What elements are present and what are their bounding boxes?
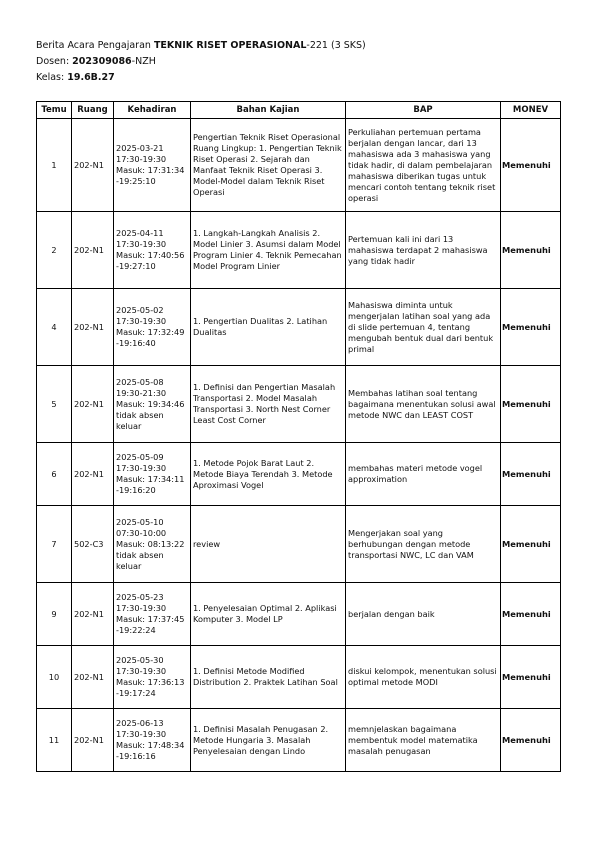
cell-ruang: [72, 583, 114, 646]
cell-kehadiran: [114, 443, 191, 506]
cell-bap: [346, 443, 501, 506]
course-name: TEKNIK RISET OPERASIONAL: [153, 40, 307, 51]
cell-bahan-kajian: [191, 212, 346, 289]
dosen-line: [36, 56, 156, 68]
cell-temu: [37, 212, 72, 289]
cell-bap-text: diskui kelompok, menentukan solusi optimal metode MODI: [348, 666, 497, 687]
cell-bap-text: Membahas latihan soal tentang bagaimana menentukan solusi awal metode NWC dan LEAST COST: [348, 387, 496, 420]
cell-temu-text: 9: [51, 608, 57, 619]
cell-temu: [37, 443, 72, 506]
kelas-label: Kelas:: [36, 72, 68, 83]
cell-kehadiran-text: 2025-05-30 17:30-19:30 Masuk: 17:36:13 -19:17:24: [116, 655, 185, 698]
cell-bap-text: Mahasiswa diminta untuk mengerjalan latihan soal yang ada di slide pertemuan 4, tentang mengubah bentuk dual dari bentuk primal: [348, 299, 494, 354]
cell-bahan-kajian-text: 1. Metode Pojok Barat Laut 2. Metode Biaya Terendah 3. Metode Aproximasi Vogel: [193, 457, 333, 490]
cell-ruang: [72, 709, 114, 772]
cell-temu: [37, 506, 72, 583]
cell-monev: [501, 443, 561, 506]
table-row: [37, 212, 561, 289]
cell-monev: [501, 212, 561, 289]
kelas-value: 19.6B.27: [67, 72, 115, 83]
cell-temu-text: 10: [48, 671, 60, 682]
cell-temu: [37, 119, 72, 212]
cell-kehadiran: [114, 506, 191, 583]
cell-kehadiran-text: 2025-05-23 17:30-19:30 Masuk: 17:37:45 -19:22:24: [116, 592, 185, 635]
cell-bahan-kajian: [191, 443, 346, 506]
cell-bap-text: Perkuliahan pertemuan pertama berjalan dengan lancar, dari 13 mahasiswa ada 3 mahasiswa yang tidak hadir, di dalam pembelajaran mahasiswa diberikan tugas untuk mencari contoh tentang teknik riset operasi: [348, 126, 496, 203]
cell-bahan-kajian-text: 1. Definisi dan Pengertian Masalah Transportasi 2. Model Masalah Transportasi 3. North Nest Corner Least Cost Corner: [193, 382, 336, 425]
cell-ruang-text: 202-N1: [74, 398, 104, 409]
cell-monev: [501, 119, 561, 212]
cell-ruang-text: 202-N1: [74, 608, 104, 619]
cell-bahan-kajian-text: Pengertian Teknik Riset Operasional Ruang Lingkup: 1. Pengertian Teknik Riset Operasi 2. Sejarah dan Manfaat Teknik Riset Operasi 3. Model-Model dalam Teknik Riset Operasi: [193, 132, 342, 197]
cell-temu: [37, 289, 72, 366]
cell-bap: [346, 289, 501, 366]
cell-bahan-kajian: [191, 709, 346, 772]
cell-monev-text: Memenuhi: [502, 244, 551, 255]
cell-bap: [346, 583, 501, 646]
cell-ruang: [72, 366, 114, 443]
course-suffix: -221 (3 SKS): [306, 40, 366, 51]
cell-temu: [37, 646, 72, 709]
table-row: [37, 506, 561, 583]
cell-temu: [37, 709, 72, 772]
cell-monev-text: Memenuhi: [502, 608, 551, 619]
cell-bap: [346, 366, 501, 443]
cell-bahan-kajian: [191, 289, 346, 366]
cell-ruang-text: 202-N1: [74, 468, 104, 479]
cell-bap-text: Pertemuan kali ini dari 13 mahasiswa terdapat 2 mahasiswa yang tidak hadir: [348, 233, 488, 266]
title-prefix: Berita Acara Pengajaran: [36, 40, 154, 51]
col-kehadiran-header: Kehadiran: [114, 102, 191, 119]
cell-kehadiran: [114, 646, 191, 709]
dosen-label: Dosen:: [36, 56, 73, 67]
cell-monev: [501, 366, 561, 443]
cell-bap: [346, 212, 501, 289]
cell-bap-text: Mengerjakan soal yang berhubungan dengan metode transportasi NWC, LC dan VAM: [348, 527, 474, 560]
cell-kehadiran-text: 2025-05-08 19:30-21:30 Masuk: 19:34:46 tidak absen keluar: [116, 376, 185, 431]
cell-ruang: [72, 506, 114, 583]
cell-temu-text: 7: [51, 538, 57, 549]
cell-ruang: [72, 212, 114, 289]
kelas-line: [36, 72, 115, 84]
cell-bahan-kajian: [191, 506, 346, 583]
cell-ruang: [72, 443, 114, 506]
table-row: [37, 119, 561, 212]
cell-bahan-kajian-text: 1. Definisi Masalah Penugasan 2. Metode Hungaria 3. Masalah Penyelesaian dengan Lindo: [193, 723, 329, 756]
cell-monev: [501, 646, 561, 709]
cell-temu-text: 4: [51, 321, 57, 332]
cell-kehadiran: [114, 289, 191, 366]
cell-kehadiran-text: 2025-04-11 17:30-19:30 Masuk: 17:40:56 -19:27:10: [116, 228, 185, 271]
table-row: [37, 709, 561, 772]
document-title-line: [36, 40, 366, 52]
cell-monev: [501, 506, 561, 583]
attendance-table: [36, 101, 561, 772]
dosen-suffix: -NZH: [131, 56, 156, 67]
cell-temu: [37, 583, 72, 646]
cell-kehadiran: [114, 709, 191, 772]
dosen-id: 202309086: [72, 56, 132, 67]
table-row: [37, 289, 561, 366]
table-row: [37, 583, 561, 646]
cell-ruang-text: 202-N1: [74, 734, 104, 745]
cell-ruang-text: 202-N1: [74, 321, 104, 332]
cell-monev-text: Memenuhi: [502, 468, 551, 479]
cell-kehadiran-text: 2025-06-13 17:30-19:30 Masuk: 17:48:34 -19:16:16: [116, 718, 185, 761]
cell-bap: [346, 119, 501, 212]
cell-temu-text: 1: [51, 159, 57, 170]
cell-monev: [501, 709, 561, 772]
cell-kehadiran-text: 2025-03-21 17:30-19:30 Masuk: 17:31:34 -19:25:10: [116, 143, 185, 186]
cell-bap-text: membahas materi metode vogel approximation: [348, 463, 483, 484]
cell-bap: [346, 646, 501, 709]
cell-bahan-kajian-text: 1. Pengertian Dualitas 2. Latihan Dualitas: [193, 316, 328, 337]
cell-bahan-kajian-text: 1. Penyelesaian Optimal 2. Aplikasi Komputer 3. Model LP: [193, 603, 337, 624]
cell-ruang: [72, 646, 114, 709]
table-row: [37, 443, 561, 506]
cell-monev: [501, 583, 561, 646]
col-temu-header: Temu: [37, 102, 72, 119]
col-bap-header: BAP: [346, 102, 501, 119]
col-monev-header: MONEV: [501, 102, 561, 119]
cell-kehadiran-text: 2025-05-10 07:30-10:00 Masuk: 08:13:22 tidak absen keluar: [116, 516, 185, 571]
cell-monev-text: Memenuhi: [502, 671, 551, 682]
cell-bap: [346, 709, 501, 772]
cell-bahan-kajian: [191, 646, 346, 709]
cell-monev-text: Memenuhi: [502, 159, 551, 170]
cell-monev: [501, 289, 561, 366]
cell-ruang-text: 202-N1: [74, 244, 104, 255]
cell-kehadiran: [114, 119, 191, 212]
cell-bahan-kajian: [191, 583, 346, 646]
cell-bahan-kajian-text: 1. Definisi Metode Modified Distribution 2. Praktek Latihan Soal: [193, 666, 338, 687]
cell-bap-text: memnjelaskan bagaimana membentuk model matematika masalah penugasan: [348, 723, 478, 756]
cell-bahan-kajian: [191, 119, 346, 212]
cell-temu-text: 5: [51, 398, 57, 409]
table-body: [37, 119, 561, 772]
cell-kehadiran-text: 2025-05-02 17:30-19:30 Masuk: 17:32:49 -19:16:40: [116, 305, 185, 348]
cell-kehadiran: [114, 583, 191, 646]
cell-kehadiran: [114, 366, 191, 443]
cell-ruang: [72, 289, 114, 366]
cell-ruang: [72, 119, 114, 212]
cell-bahan-kajian-text: 1. Langkah-Langkah Analisis 2. Model Linier 3. Asumsi dalam Model Program Linier 4. Teknik Pemecahan Model Program Linier: [193, 228, 342, 271]
cell-bahan-kajian: [191, 366, 346, 443]
cell-bap-text: berjalan dengan baik: [348, 608, 435, 619]
table-header-row: [37, 102, 561, 119]
cell-ruang-text: 202-N1: [74, 671, 104, 682]
cell-temu-text: 6: [51, 468, 57, 479]
col-bahan-kajian-header: Bahan Kajian: [191, 102, 346, 119]
cell-bahan-kajian-text: review: [193, 538, 221, 549]
cell-monev-text: Memenuhi: [502, 321, 551, 332]
cell-ruang-text: 202-N1: [74, 159, 104, 170]
cell-temu-text: 2: [51, 244, 57, 255]
cell-monev-text: Memenuhi: [502, 538, 551, 549]
cell-kehadiran-text: 2025-05-09 17:30-19:30 Masuk: 17:34:11 -19:16:20: [116, 452, 185, 495]
cell-monev-text: Memenuhi: [502, 398, 551, 409]
table-row: [37, 646, 561, 709]
cell-ruang-text: 502-C3: [74, 538, 104, 549]
cell-temu-text: 11: [48, 734, 60, 745]
table-row: [37, 366, 561, 443]
cell-bap: [346, 506, 501, 583]
col-ruang-header: Ruang: [72, 102, 114, 119]
cell-temu: [37, 366, 72, 443]
cell-kehadiran: [114, 212, 191, 289]
cell-monev-text: Memenuhi: [502, 734, 551, 745]
